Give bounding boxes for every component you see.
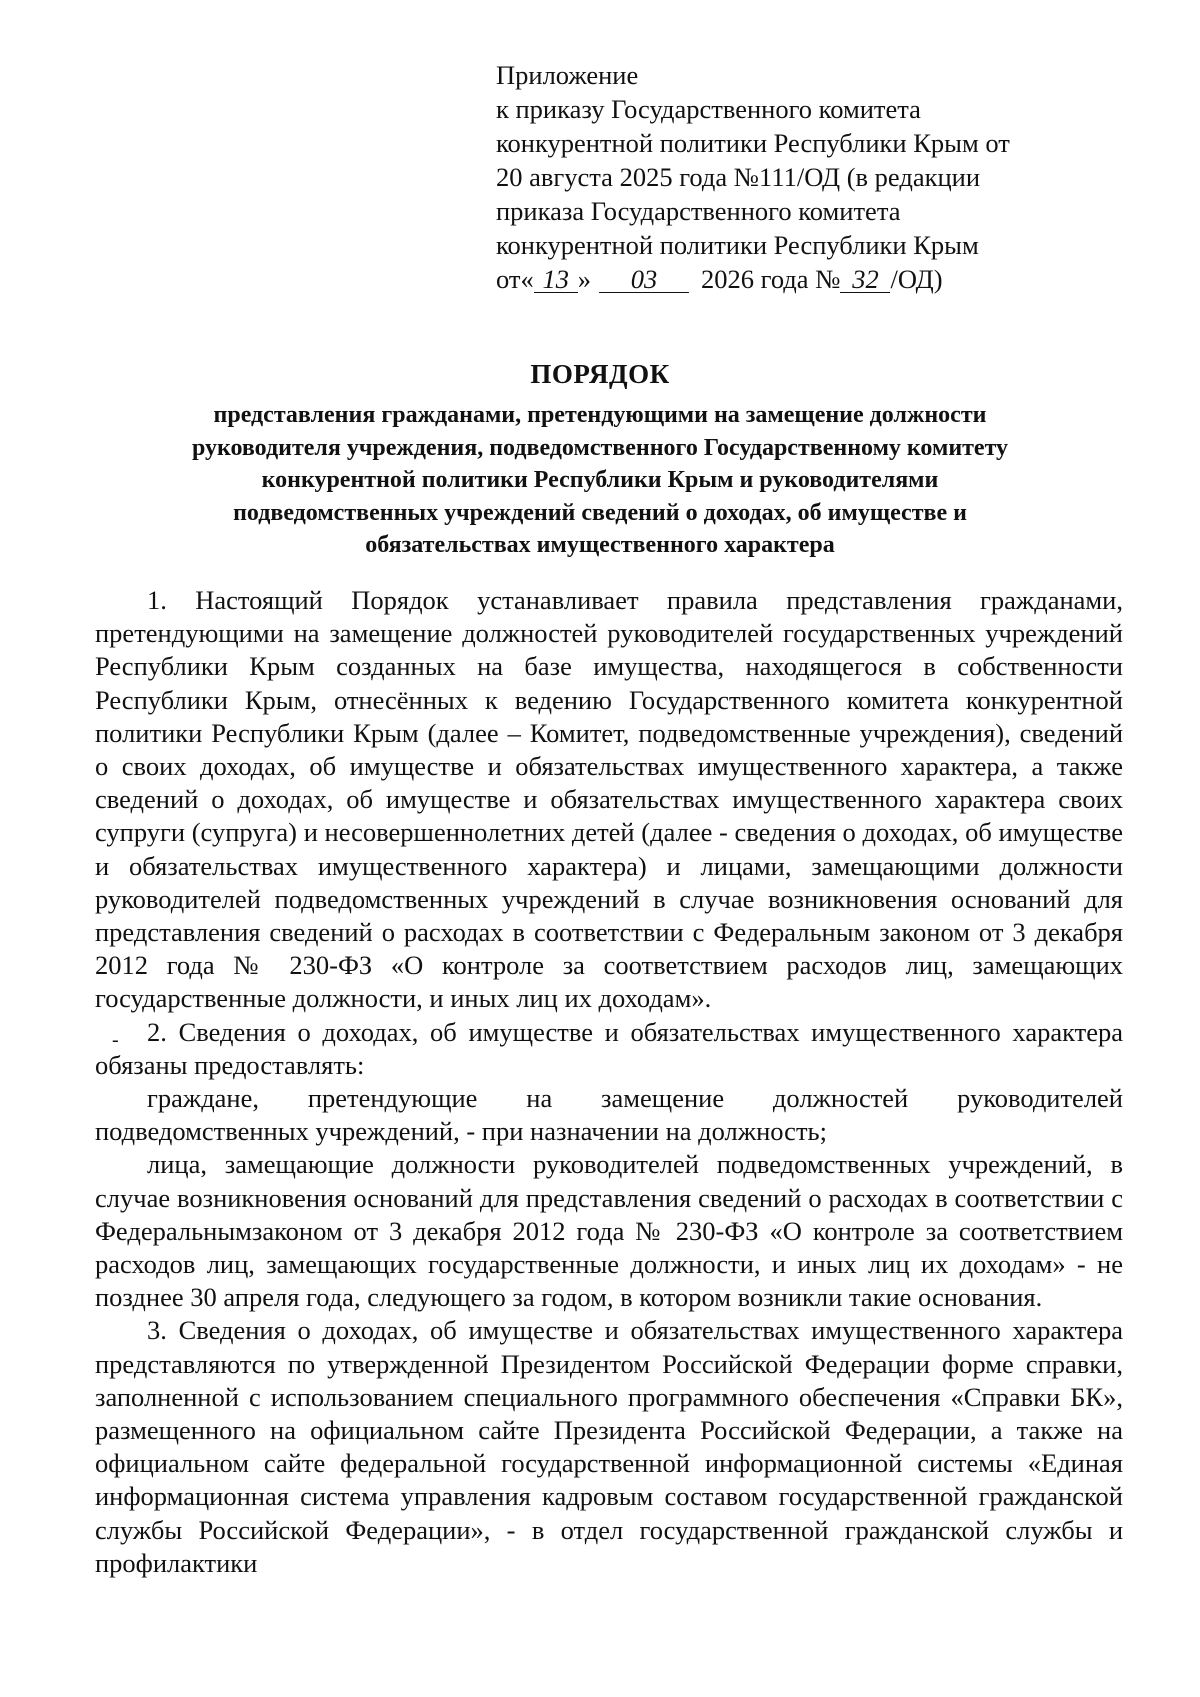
date-prefix: от« [496, 264, 534, 294]
document-title: ПОРЯДОК [530, 359, 670, 389]
paragraph-2: 2. Сведения о доходах, об имуществе и обязательствах имущественного характера обязаны предоставлять: [95, 1016, 1123, 1080]
appendix-line: конкурентной политики Республики Крым от [496, 128, 1010, 158]
appendix-date-line [496, 262, 1116, 296]
appendix-line: Приложение [496, 60, 639, 90]
handwritten-day: 13 [534, 266, 578, 293]
appendix-line: к приказу Государственного комитета [496, 94, 921, 124]
subtitle-line: представления гражданами, претендующими на замещение должности [213, 402, 987, 428]
appendix-line: приказа Государственного комитета [496, 196, 901, 226]
paragraph-1: 1. Настоящий Порядок устанавливает правила представления гражданами, претендующими на замещение должностей руководителей государственных учреждений Республики Крым созданных на базе имущества, находящегося в собственности Республики Крым, отнесённых к ведению Государственного комитета конкурентной политики Республики Крым (далее – Комитет, подведомственные учреждения), сведений о своих доходах, об имуществе и обязательствах имущественного характера, а также сведений о доходах, об имуществе и обязательствах имущественного характера своих супруги (супруга) и несовершеннолетних детей (далее - сведения о доходах, об имуществе и обязательствах имущественного характера) и лицами, замещающими должности руководителей подведомственных учреждений в случае возникновения оснований для представления сведений о расходах в соответствии с Федеральным законом от 3 декабря 2012 года № 230-ФЗ «О контроле за соответствием расходов лиц, замещающих государственные должности, и иных лиц их доходам». [95, 585, 1123, 1014]
paragraph-2-item-1: граждане, претендующие на замещение должностей руководителей подведомственных учреждений, - при назначении на должность; [95, 1083, 1123, 1147]
appendix-header [496, 58, 1116, 296]
subtitle-line: обязательствах имущественного характера [365, 532, 835, 558]
paragraph-3: 3. Сведения о доходах, об имуществе и обязательствах имущественного характера представляются по утвержденной Президентом Российской Федерации форме справки, заполненной с использованием специального программного обеспечения «Справки БК», размещенного на официальном сайте Президента Российской Федерации, а также на официальном сайте федеральной государственной информационной системы «Единая информационная система управления кадровым составом государственной гражданской службы Российской Федерации», - в отдел государственной гражданской службы и профилактики [95, 1315, 1123, 1578]
appendix-line: 20 августа 2025 года №111/ОД (в редакции [496, 162, 981, 192]
subtitle-line: руководителя учреждения, подведомственного Государственному комитету [191, 434, 1009, 461]
appendix-line: конкурентной политики Республики Крым [496, 230, 979, 260]
number-prefix: № [815, 264, 841, 294]
subtitle-line: подведомственных учреждений сведений о доходах, об имуществе и [233, 499, 967, 526]
handwritten-month: 03 [599, 266, 689, 293]
number-suffix: /ОД) [890, 264, 943, 294]
date-mid: » [577, 264, 591, 294]
document-body [95, 584, 1123, 1580]
margin-mark: - [112, 1029, 119, 1051]
handwritten-number: 32 [840, 266, 890, 293]
subtitle-line: конкурентной политики Республики Крым и руководителями [261, 467, 939, 493]
document-subtitle [120, 399, 1080, 562]
date-year: 2026 года [700, 264, 809, 294]
document-title-block [120, 357, 1080, 562]
paragraph-2-item-2: лица, замещающие должности руководителей подведомственных учреждений, в случае возникновения оснований для представления сведений о расходах в соответствии с Федеральнымзаконом от 3 декабря 2012 года № 230-ФЗ «О контроле за соответствием расходов лиц, замещающих государственные должности, и иных лиц их доходам» - не позднее 30 апреля года, следующего за годом, в котором возникли такие основания. [95, 1149, 1123, 1313]
